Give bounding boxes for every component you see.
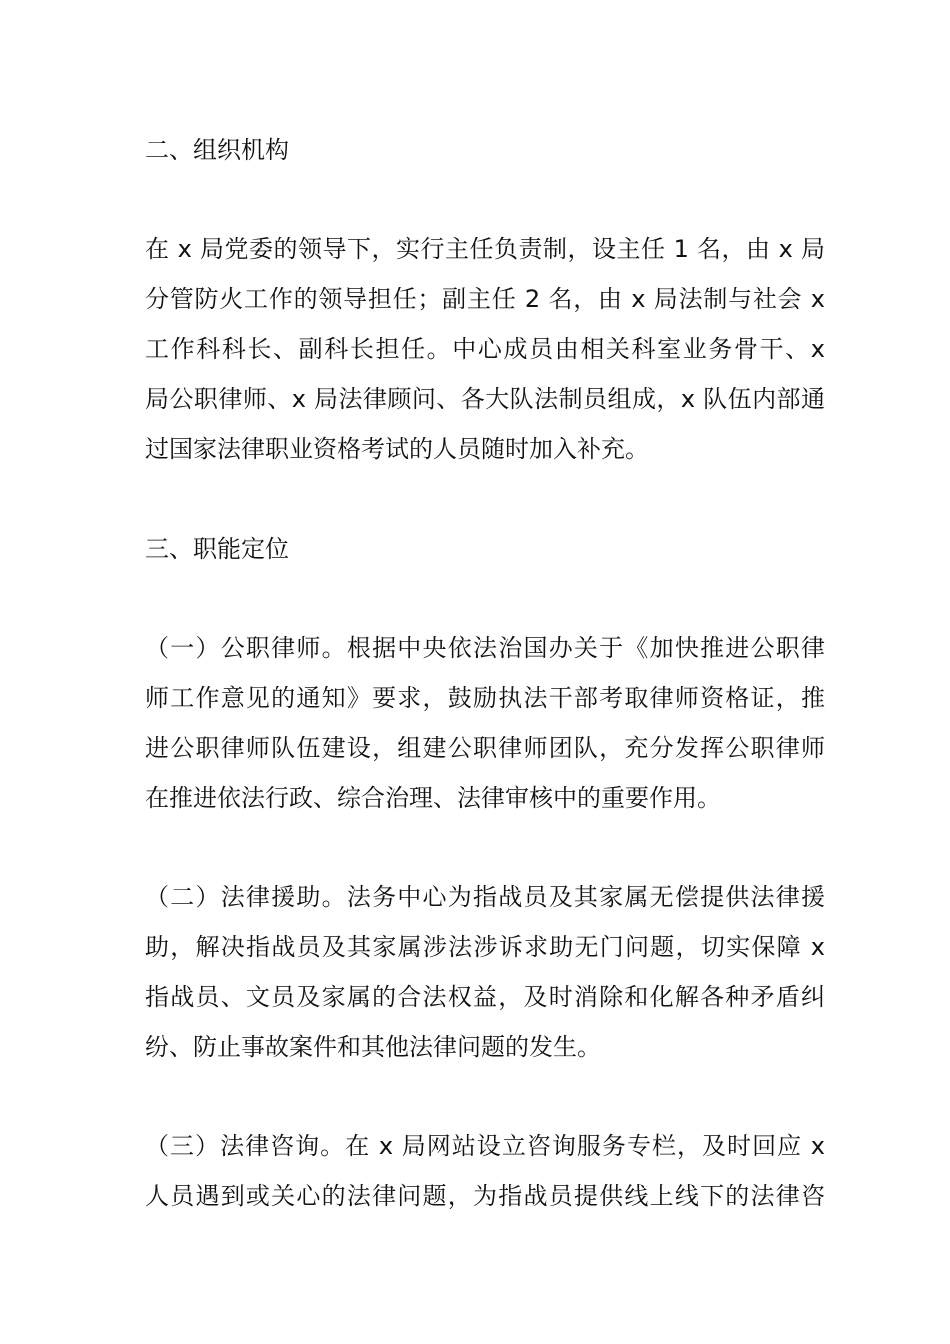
paragraph-line: 局公职律师、x 局法律顾问、各大队法制员组成，x 队伍内部通	[145, 385, 825, 413]
paragraph-line: 进公职律师队伍建设，组建公职律师团队，充分发挥公职律师	[145, 734, 825, 762]
paragraph-line: （三）法律咨询。在 x 局网站设立咨询服务专栏，及时回应 x	[145, 1132, 825, 1160]
paragraph-line: 指战员、文员及家属的合法权益，及时消除和化解各种矛盾纠	[145, 983, 825, 1011]
paragraph-line: 助，解决指战员及其家属涉法涉诉求助无门问题，切实保障 x	[145, 933, 825, 961]
paragraph-line: （一）公职律师。根据中央依法治国办关于《加快推进公职律	[145, 634, 825, 662]
paragraph-line: 人员遇到或关心的法律问题，为指战员提供线上线下的法律咨	[145, 1182, 825, 1210]
paragraph-line: 工作科科长、副科长担任。中心成员由相关科室业务骨干、x	[145, 335, 825, 363]
paragraph-line: 纷、防止事故案件和其他法律问题的发生。	[145, 1033, 601, 1061]
paragraph-line: 师工作意见的通知》要求，鼓励执法干部考取律师资格证，推	[145, 684, 825, 712]
paragraph-line: （二）法律援助。法务中心为指战员及其家属无偿提供法律援	[145, 883, 825, 911]
paragraph-line: 过国家法律职业资格考试的人员随时加入补充。	[145, 435, 649, 463]
paragraph-line: 分管防火工作的领导担任；副主任 2 名，由 x 局法制与社会 x	[145, 285, 825, 313]
section-heading-organization: 二、组织机构	[145, 136, 289, 164]
section-heading-function: 三、职能定位	[145, 535, 289, 563]
paragraph-line: 在 x 局党委的领导下，实行主任负责制，设主任 1 名，由 x 局	[145, 235, 825, 263]
paragraph-line: 在推进依法行政、综合治理、法律审核中的重要作用。	[145, 784, 721, 812]
